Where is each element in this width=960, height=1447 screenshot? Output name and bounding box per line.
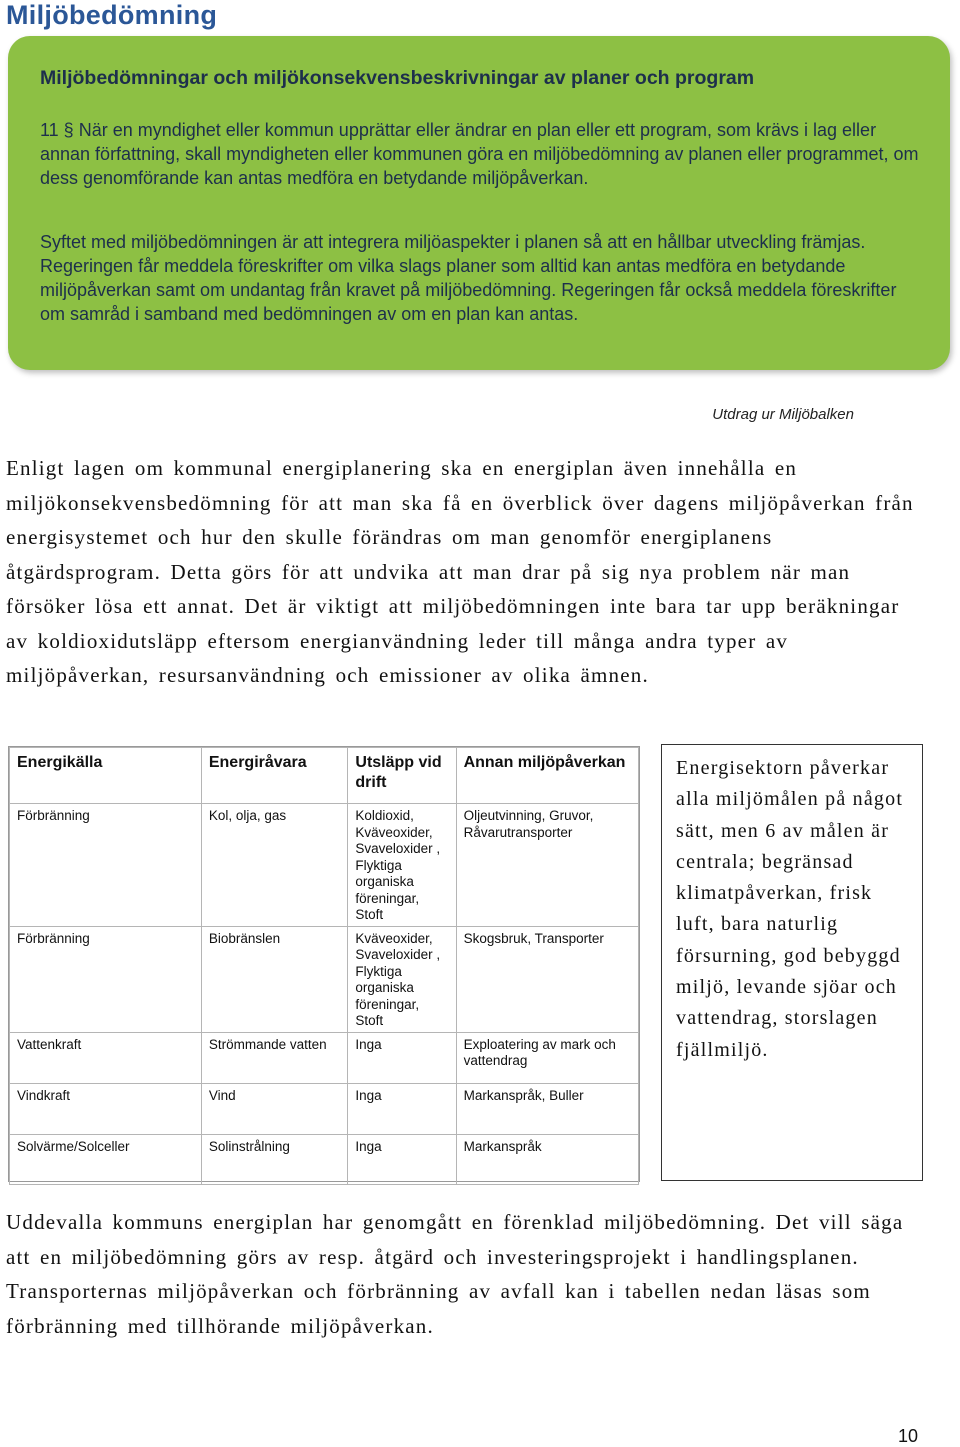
quote-paragraph-2: Syftet med miljöbedömningen är att integrera miljöaspekter i planen så att en hållbar utveckling främjas. Regeringen får meddela föreskrifter om vilka slags planer som alltid kan antas medföra en betydande miljöpåverkan samt om undantag från kravet på miljöbedömning. Regeringen får också meddela föreskrifter om samråd i samband med bedömningen av om en plan kan antas. [40, 232, 897, 324]
header-energiravara: Energiråvara [201, 748, 348, 804]
table-cell: Vind [201, 1083, 348, 1134]
table-row [10, 1032, 639, 1083]
table-cell: Förbränning [10, 926, 202, 1032]
table-cell: Kväveoxider, Svaveloxider , Flyktiga organiska föreningar, Stoft [348, 926, 456, 1032]
energy-table [9, 747, 639, 1185]
quote-caption: Utdrag ur Miljöbalken [712, 406, 854, 423]
header-utslapp: Utsläpp vid drift [348, 748, 456, 804]
table-header-row [10, 748, 639, 804]
legal-quote-box [8, 36, 950, 370]
energy-table-frame [8, 746, 640, 1182]
table-row [10, 804, 639, 927]
table-cell: Skogsbruk, Transporter [456, 926, 638, 1032]
quote-paragraph-1: 11 § När en myndighet eller kommun upprättar eller ändrar en plan eller ett program, som krävs i lag eller annan författning, skall myndigheten eller kommunen göra en miljöbedömning av planen eller programmet, om dess genomförande kan antas medföra en betydande miljöpåverkan. [40, 120, 919, 188]
table-row [10, 926, 639, 1032]
table-cell: Strömmande vatten [201, 1032, 348, 1083]
side-note-box: Energisektorn påverkar alla miljömålen på något sätt, men 6 av målen är centrala; begränsad klimatpåverkan, frisk luft, bara naturlig försurning, god bebyggd miljö, levande sjöar och vattendrag, storslagen fjällmiljö. [661, 744, 923, 1181]
table-cell: Markanspråk, Buller [456, 1083, 638, 1134]
table-cell: Oljeutvinning, Gruvor, Råvarutransporter [456, 804, 638, 927]
table-cell: Markanspråk [456, 1134, 638, 1184]
quote-heading: Miljöbedömningar och miljökonsekvensbeskrivningar av planer och program [40, 67, 755, 89]
table-cell: Inga [348, 1134, 456, 1184]
table-cell: Solinstrålning [201, 1134, 348, 1184]
table-cell: Inga [348, 1032, 456, 1083]
table-cell: Koldioxid, Kväveoxider, Svaveloxider , Flyktiga organiska föreningar, Stoft [348, 804, 456, 927]
table-row [10, 1134, 639, 1184]
table-cell: Solvärme/Solceller [10, 1134, 202, 1184]
table-cell: Biobränslen [201, 926, 348, 1032]
page-number: 10 [897, 1426, 918, 1446]
body-paragraph-1: Enligt lagen om kommunal energiplanering ska en energiplan även innehålla en miljökonsekvensbedömning för att man ska få en överblick över dagens miljöpåverkan från energisystemet och hur den skulle förändras om man genomför energiplanens åtgärdsprogram. Detta görs för att undvika att man drar på sig nya problem när man försöker lösa ett annat. Det är viktigt att miljöbedömningen inte bara tar upp beräkningar av koldioxidutsläpp eftersom energianvändning leder till många andra typer av miljöpåverkan, resursanvändning och emissioner av olika ämnen. [6, 456, 914, 687]
table-cell: Vattenkraft [10, 1032, 202, 1083]
header-annan-miljopaverkan: Annan miljöpåverkan [456, 748, 638, 804]
table-cell: Exploatering av mark och vattendrag [456, 1032, 638, 1083]
page-title: Miljöbedömning [6, 0, 218, 30]
table-row [10, 1083, 639, 1134]
table-cell: Vindkraft [10, 1083, 202, 1134]
table-cell: Kol, olja, gas [201, 804, 348, 927]
table-cell: Inga [348, 1083, 456, 1134]
header-energikalla: Energikälla [10, 748, 202, 804]
body-paragraph-2: Uddevalla kommuns energiplan har genomgått en förenklad miljöbedömning. Det vill säga att en miljöbedömning görs av resp. åtgärd och investeringsprojekt i handlingsplanen. Transporternas miljöpåverkan och förbränning av avfall kan i tabellen nedan läsas som förbränning med tillhörande miljöpåverkan. [6, 1210, 904, 1338]
table-cell: Förbränning [10, 804, 202, 927]
